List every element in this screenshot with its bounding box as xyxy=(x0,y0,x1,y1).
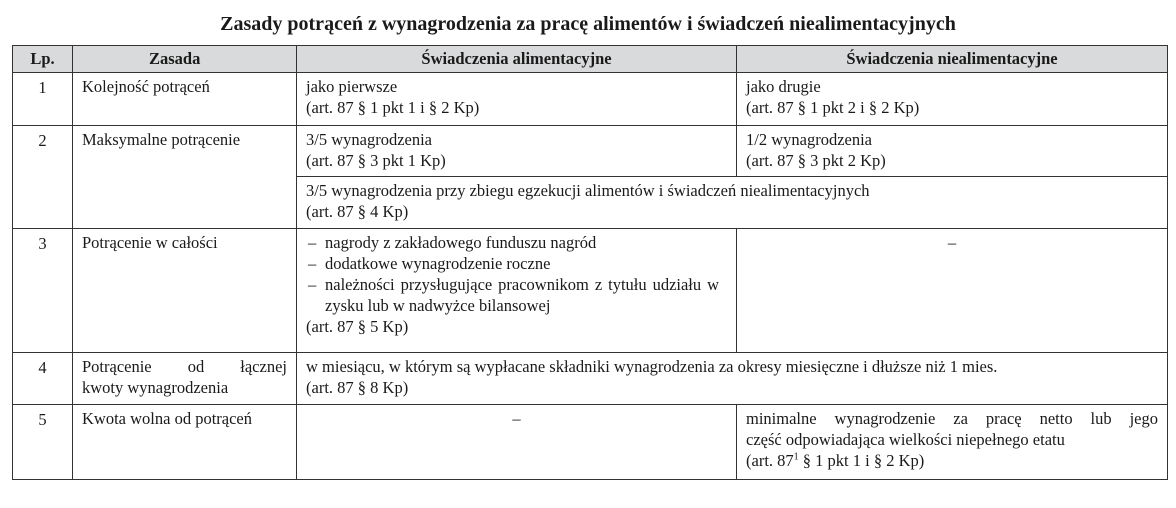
row-principle: Maksymalne potrącenie xyxy=(73,126,297,229)
header-row xyxy=(13,46,1168,73)
table-title: Zasady potrąceń z wynagrodzenia za pracę alimentów i świadczeń niealimentacyjnych xyxy=(220,13,956,35)
header-alimentacyjne: Świadczenia alimentacyjne xyxy=(297,46,737,73)
dash-bullet: – xyxy=(308,233,317,252)
cell-text: 3/5 wynagrodzenia xyxy=(306,130,432,149)
joint-cell xyxy=(297,353,1168,405)
legal-reference xyxy=(746,450,1158,471)
cell-text: 3/5 wynagrodzenia przy zbiegu egzekucji alimentów i świadczeń niealimentacyjnych xyxy=(306,181,870,200)
alimentacyjne-cell xyxy=(297,126,737,177)
list-item xyxy=(306,253,727,274)
principle-line: Potrącenie od łącznej xyxy=(82,357,287,376)
legal-reference: (art. 87 § 8 Kp) xyxy=(306,378,409,397)
niealimentacyjne-cell xyxy=(737,405,1168,480)
cell-text: jako drugie xyxy=(746,77,821,96)
table-row xyxy=(13,405,1168,480)
niealimentacyjne-cell: – xyxy=(737,229,1168,353)
item-list xyxy=(306,232,727,316)
legal-reference: (art. 87 § 4 Kp) xyxy=(306,202,409,221)
row-number: 4 xyxy=(13,353,73,405)
row-principle: Potrącenie w całości xyxy=(73,229,297,353)
row-number: 1 xyxy=(13,73,73,126)
principle-line: kwoty wynagrodzenia xyxy=(82,378,229,397)
joint-cell xyxy=(297,177,1168,229)
legal-reference: (art. 87 § 1 pkt 1 i § 2 Kp) xyxy=(306,98,480,117)
list-item xyxy=(306,232,727,253)
dash-bullet: – xyxy=(308,275,317,294)
niealimentacyjne-cell xyxy=(737,126,1168,177)
niealimentacyjne-cell xyxy=(737,73,1168,126)
legal-reference: (art. 87 § 1 pkt 2 i § 2 Kp) xyxy=(746,98,920,117)
ref-superscript: 1 xyxy=(793,451,799,463)
cell-text: część odpowiadająca wielkości niepełnego etatu xyxy=(746,430,1065,449)
list-item-text: dodatkowe wynagrodzenie roczne xyxy=(325,254,551,273)
row-principle: Kolejność potrąceń xyxy=(73,73,297,126)
dash-bullet: – xyxy=(308,254,317,273)
legal-reference: (art. 87 § 3 pkt 1 Kp) xyxy=(306,151,446,170)
alimentacyjne-cell: – xyxy=(297,405,737,480)
row-number: 5 xyxy=(13,405,73,480)
alimentacyjne-cell xyxy=(297,73,737,126)
row-principle xyxy=(73,353,297,405)
ref-part: (art. 87 xyxy=(746,451,794,470)
header-lp: Lp. xyxy=(13,46,73,73)
legal-reference: (art. 87 § 5 Kp) xyxy=(306,317,409,336)
cell-text: minimalne wynagrodzenie za pracę netto lub jego xyxy=(746,409,1158,428)
cell-text: 1/2 wynagrodzenia xyxy=(746,130,872,149)
deductions-table xyxy=(12,45,1168,480)
list-item-text: nagrody z zakładowego funduszu nagród xyxy=(325,233,597,252)
cell-text: w miesiącu, w którym są wypłacane składniki wynagrodzenia za okresy miesięczne i dłuższe niż 1 mies. xyxy=(306,357,998,376)
ref-part: § 1 pkt 1 i § 2 Kp) xyxy=(798,451,925,470)
row-principle: Kwota wolna od potrąceń xyxy=(73,405,297,480)
cell-text: jako pierwsze xyxy=(306,77,398,96)
header-zasada: Zasada xyxy=(73,46,297,73)
list-item xyxy=(306,274,727,316)
legal-reference: (art. 87 § 3 pkt 2 Kp) xyxy=(746,151,886,170)
table-row xyxy=(13,353,1168,405)
table-row xyxy=(13,73,1168,126)
table-row xyxy=(13,126,1168,177)
alimentacyjne-cell xyxy=(297,229,737,353)
row-number: 3 xyxy=(13,229,73,353)
table-row xyxy=(13,229,1168,353)
row-number: 2 xyxy=(13,126,73,229)
header-niealimentacyjne: Świadczenia niealimentacyjne xyxy=(737,46,1168,73)
list-item-text: należności przysługujące pracownikom z tytułu udziału w zysku lub w nadwyżce bilansowej xyxy=(325,275,719,315)
